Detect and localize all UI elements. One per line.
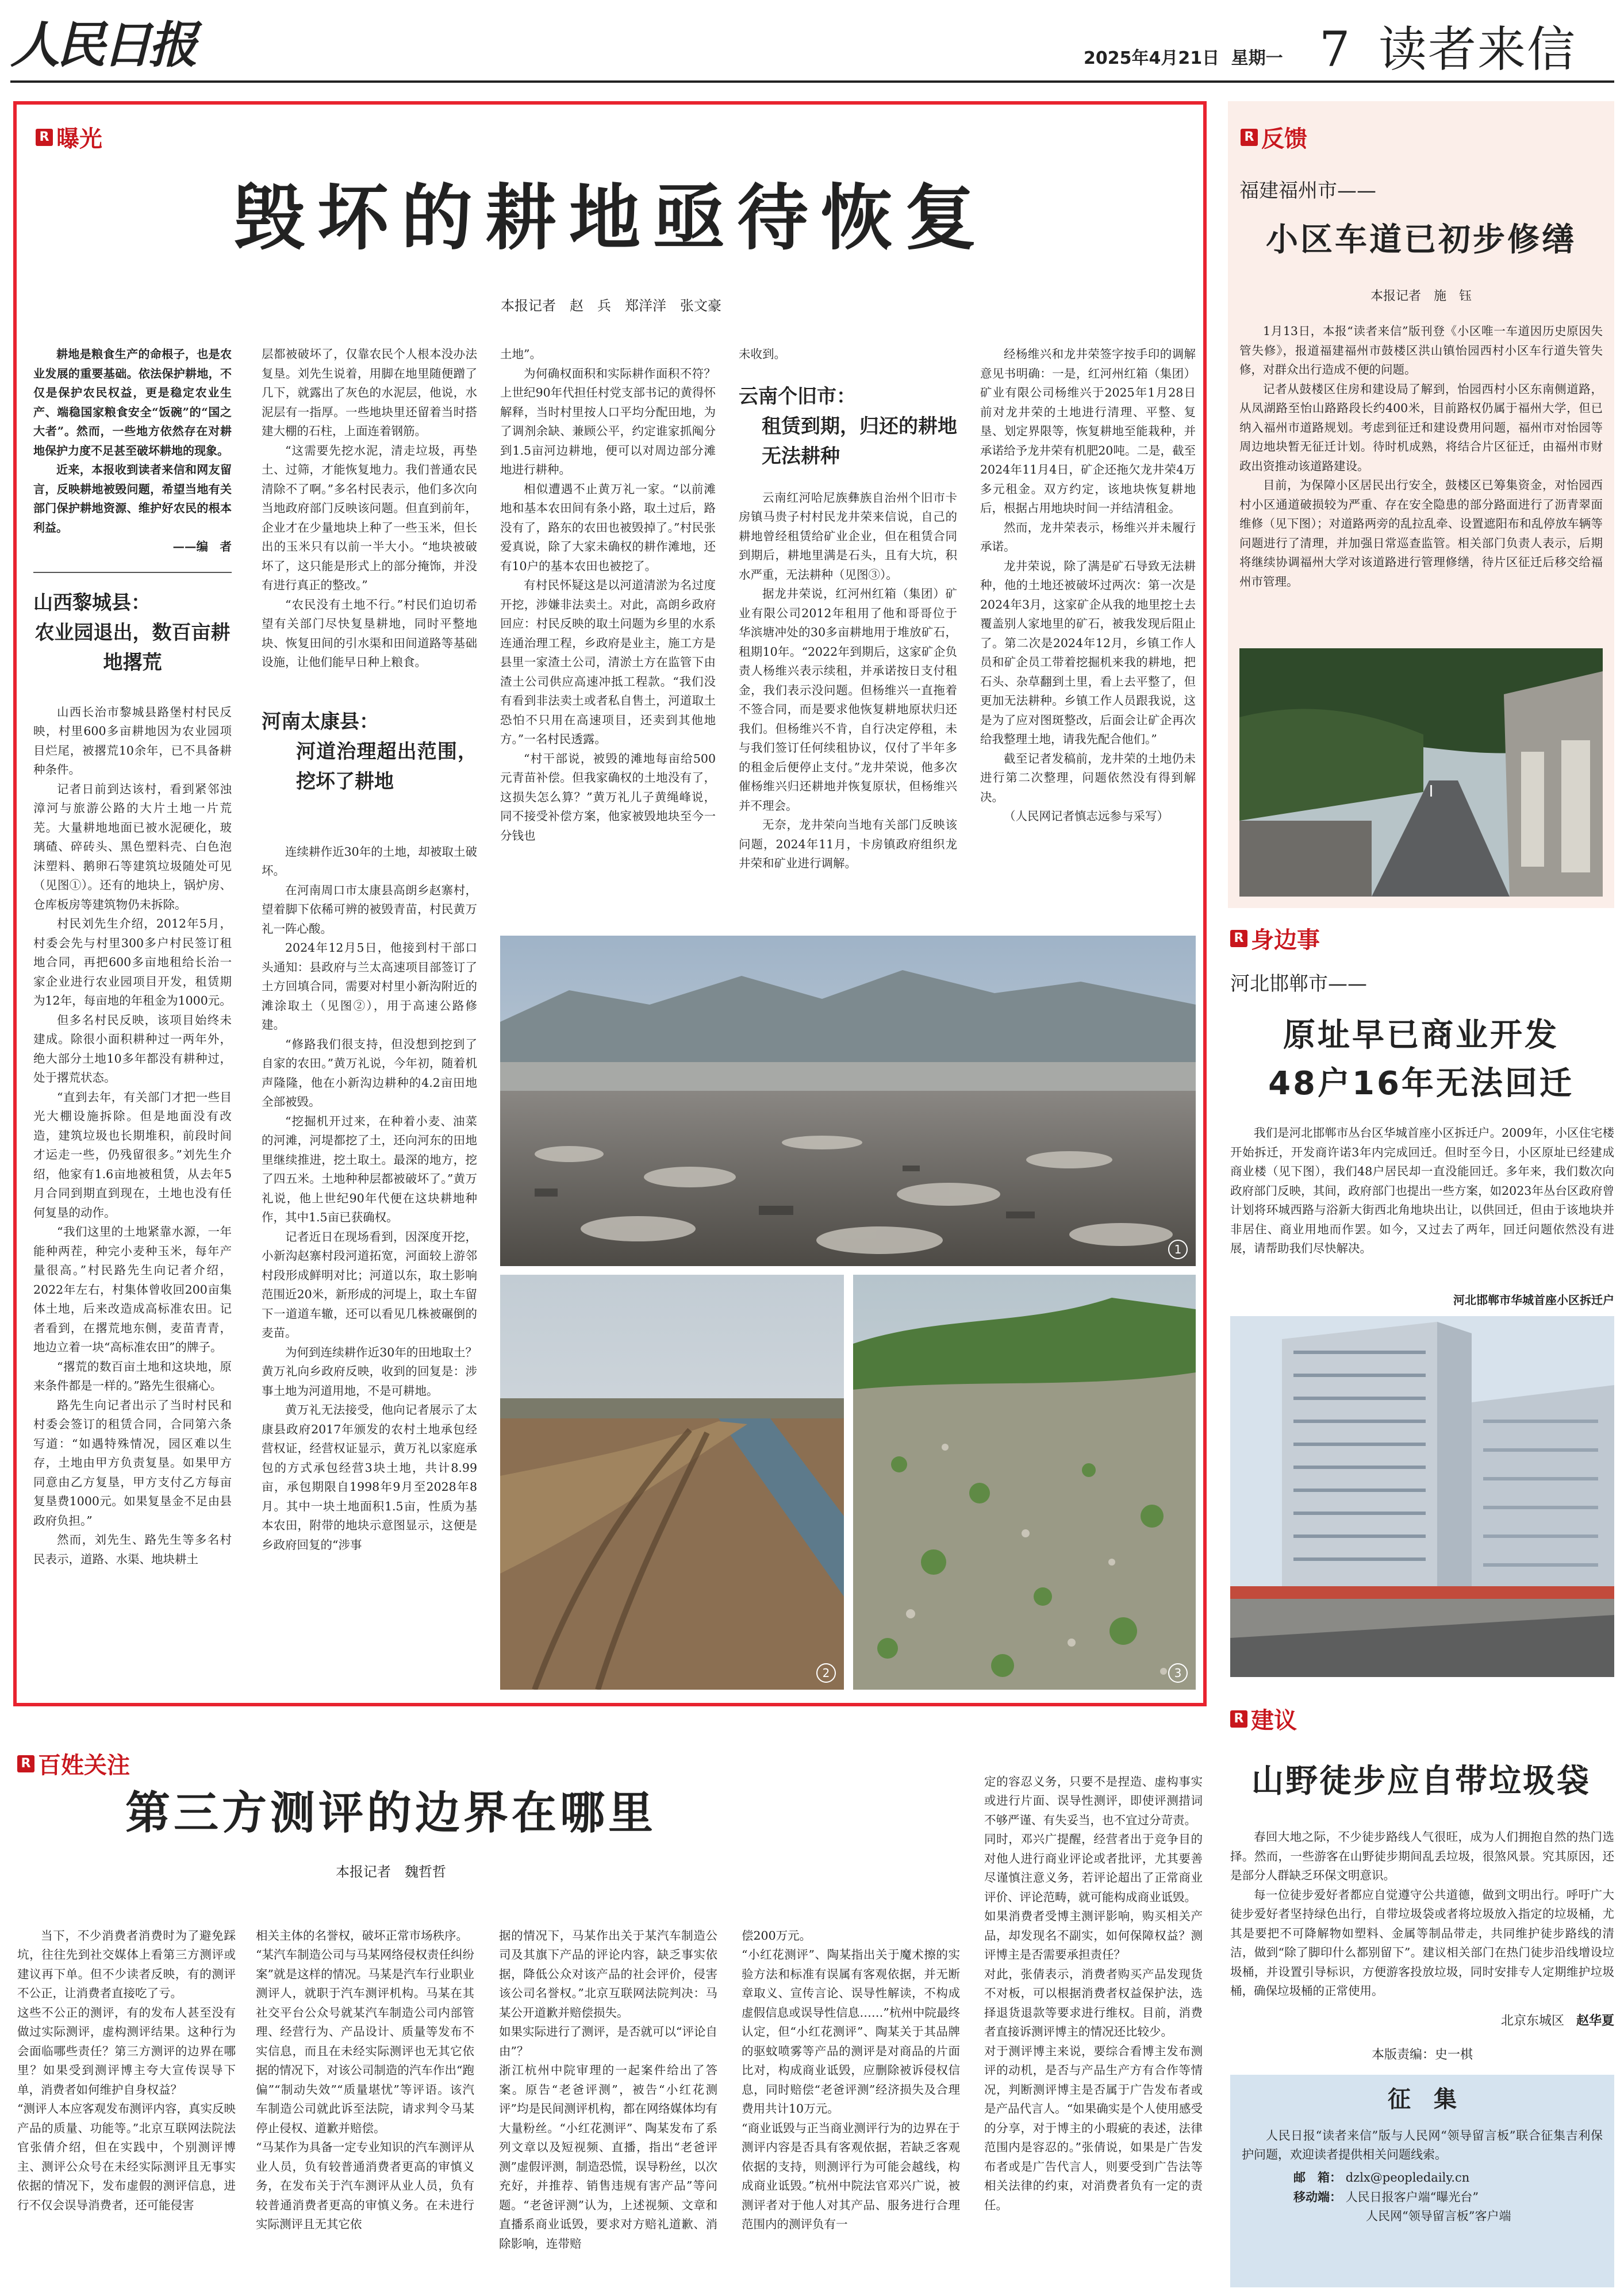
- photo-1-debris-land: [500, 936, 1196, 1266]
- notice-mobile-label: 移动端：: [1293, 2190, 1342, 2204]
- main-headline: 毁坏的耕地亟待恢复: [233, 177, 989, 260]
- col2-para: 层都被破坏了，仅靠农民个人根本没办法复垦。刘先生说着，用脚在地里随便蹭了几下，就露出了灰色的水泥层，他说，水泥层有一指厚。一些地块里还留着当时搭建大棚的石柱，上面连着钢筋。: [262, 347, 477, 438]
- col2-para: 为何到连续耕作近30年的田地取土？黄万礼向乡政府反映，收到的回复是：涉事土地为河道用地，不是可耕地。: [262, 1345, 477, 1398]
- photo-3-graphic: [853, 1275, 1196, 1690]
- intro-rule: [33, 572, 232, 573]
- col1-para: 路先生向记者出示了当时村民和村委会签订的租赁合同，合同第六条写道：“如遇特殊情况，园区难以生存，土地由甲方负责复垦。如果甲方同意由乙方复垦，甲方支付乙方每亩复垦费1000元。如果复垦金不足由县政府负担。”: [33, 1398, 232, 1528]
- bottom-col-3-text: 据的情况下，马某作出关于某汽车制造公司及其旗下产品的评论内容，缺乏事实依据，降低公众对该产品的社会评价，侵害该公司名誉权。”北京互联网法院判决：马某公开道歉并赔偿损失。 如果实际进行了测评，是否就可以“评论自由”？ 浙江杭州中院审理的一起案件给出了答案。原告“老爸评测”，被告“小红花测评”均是民间测评机构，都在网络媒体均有大量粉丝。“小红花测评”、陶某发布了系列文章以及短视频、直播，指出“老爸评测”虚假评测，制造恐慌，误导粉丝，以次充好，并推荐、销售违规有害产品”等问题。“老爸评测”认为，上述视频、文章和直播系商业诋毁，要求对方赔礼道歉、消除影响，连带赔: [499, 1928, 717, 2251]
- side-story-title-line-2: 48户16年无法回迁: [1268, 1065, 1574, 1102]
- notice-mobile-2: 人民网“领导留言板”客户端: [1366, 2209, 1511, 2223]
- building-photo-graphic: [1230, 1316, 1614, 1677]
- date: 2025年4月21日: [1084, 48, 1220, 68]
- col4-para: 据龙井荣说，红河州红箱（集团）矿业有限公司2012年租用了他和哥哥位于华滨塘冲处的30多亩耕地用于堆放矿石，租期10年。“2022年到期后，这家矿企负责人杨维兴表示续租，并承诺按日支付租金，我们表示没问题。但杨维兴一直拖着不签合同，而是要求他恢复耕地原状归还我们。但杨维兴不肯，自行决定停租，未与我们签订任何续租协议，仅付了半年多的租金后便停止支付。”龙井荣说，他多次催杨维兴归还耕地并恢复原状，但杨维兴并不理会。: [739, 587, 957, 813]
- bottom-col-1: [17, 1907, 236, 2292]
- main-col-4: [739, 345, 957, 931]
- subhead-3-place: 云南个旧市：: [739, 384, 856, 408]
- col5-para: 经杨维兴和龙井荣签字按手印的调解意见书明确：一是，红河州红箱（集团）矿业有限公司杨维兴于2025年1月28日前对龙井荣的土地进行清理、平整、复垦、划定界限等，恢复耕地至能栽种，并承诺给予龙井荣有机肥20吨。二是，截至2024年11月4日，矿企还拖欠龙井荣4万多元租金。双方约定，该地块恢复耕地后，根据占用地块时间一并结清租金。: [980, 347, 1196, 515]
- col1-para: 村民刘先生介绍，2012年5月，村委会先与村里300多户村民签订租地合同，再把600多亩地租给长治一家企业进行农业园项目开发，租赁期为12年，每亩地的年租金为1000元。: [33, 917, 232, 1007]
- section-name: 读者来信: [1379, 21, 1577, 78]
- tag-r-icon: R: [1230, 930, 1247, 947]
- side-story-photo-building: [1230, 1316, 1614, 1677]
- col1-para: 记者日前到达该村，看到紧邻浊漳河与旅游公路的大片土地一片荒芜。大量耕地地面已被水泥硬化，玻璃碴、碎砖头、黑色塑料壳、白色泡沫塑料、鹅卵石等建筑垃圾随处可见（见图①）。还有的地块上，锅炉房、仓库板房等建筑物仍未拆除。: [33, 782, 232, 912]
- main-col-2: [262, 345, 477, 1690]
- main-col-1: [33, 345, 232, 1690]
- col5-para: 然而，龙井荣表示，杨维兴并未履行承诺。: [980, 520, 1196, 553]
- page-number: 7: [1319, 21, 1350, 78]
- bottom-section-tag: [17, 1747, 130, 1780]
- col3-para: 相似遭遇不止黄万礼一家。“以前滩地和基本农田间有条小路，取土过后，路没有了，路东的农田也被毁掉了。”村民张爱真说，除了大家未确权的耕作滩地，还有10户的基本农田也被挖了。: [500, 482, 716, 573]
- bottom-col-2: [256, 1907, 474, 2292]
- photo-3-hillside: [853, 1275, 1196, 1690]
- notice-body: [1242, 2126, 1603, 2226]
- weekday: 星期一: [1231, 48, 1283, 68]
- subhead-3-title: 租赁到期，归还的耕地无法耕种: [762, 414, 957, 468]
- side-story-sign: 河北邯郸市华城首座小区拆迁户: [1453, 1293, 1614, 1307]
- col2-para: 在河南周口市太康县高朗乡赵寨村，望着脚下依稀可辨的被毁青苗，村民黄万礼一阵心酸。: [262, 883, 477, 936]
- col4-para: 云南红河哈尼族彝族自治州个旧市卡房镇马贵子村村民龙井荣来信说，自己的耕地曾经租赁给矿业企业，但在租赁合同到期后，耕地里满是石头，且有大坑，积水严重，无法耕种（见图③）。: [739, 490, 957, 582]
- main-col-3: [500, 345, 716, 931]
- feedback-para: 记者从鼓楼区住房和建设局了解到，怡园西村小区东南侧道路，从凤湖路至怡山路路段长约400米，目前路权仍属于福州大学，但已纳入福州市道路规划。考虑到征迁和建设费用问题，福州市对怡园等周边地块暂无征迁计划。待时机成熟，将结合片区征迁，由福州市财政出资推动该道路建设。: [1239, 382, 1603, 473]
- col3-para: 土地”。: [500, 347, 542, 361]
- suggestion-para: 每一位徒步爱好者都应自觉遵守公共道德，做到文明出行。呼吁广大徒步爱好者坚持绿色出行，自带垃圾袋或者将垃圾放入指定的垃圾桶，尤其是要把不可降解物如塑料、金属等制品带走，共同维护徒步路线的清洁，做到“除了脚印什么都别留下”。建议相关部门在热门徒步沿线增设垃圾桶，并设置引导标识，方便游客投放垃圾，同时安排专人定期维护垃圾桶，确保垃圾桶的正常使用。: [1230, 1887, 1614, 1998]
- masthead: [0, 0, 1624, 92]
- photo-1-number: 1: [1168, 1240, 1188, 1259]
- photo-2-graphic: [500, 1275, 844, 1690]
- side-story-title-line-1: 原址早已商业开发: [1283, 1017, 1559, 1054]
- notice-mail[interactable]: dzlx@peopledaily.cn: [1345, 2171, 1470, 2185]
- col1-para: “直到去年，有关部门才把一些目光大棚设施拆除。但是地面没有改造，建筑垃圾也长期堆积，前段时间才运走一些，仍残留很多。”刘先生介绍，他家有1.6亩地被租赁，从去年5月合同到期直到现在，土地也没有任何复垦的动作。: [33, 1090, 232, 1220]
- notice-mobile-row: [1242, 2187, 1603, 2207]
- feedback-para: 目前，为保障小区居民出行安全，鼓楼区已筹集资金，对怡园西村小区通道破损较为严重、存在安全隐患的部分路面进行了沥青翠面维修（见下图）；对道路两旁的乱拉乱牵、设置遮阳布和乱停放车辆等问题进行了清理，并加强日常巡查监管。相关部门负责人表示，后期将继续协调福州大学对该道路进行管理修缮，待片区征迁后移交给福州市管理。: [1239, 478, 1603, 589]
- tag-r-icon: R: [36, 129, 53, 146]
- main-byline: 本报记者 赵 兵 郑洋洋 张文豪: [501, 298, 721, 314]
- subhead-2-place: 河南太康县：: [262, 710, 379, 733]
- suggestion-para: 春回大地之际，不少徒步路线人气很旺，成为人们拥抱自然的热门选择。然而，一些游客在山野徒步期间乱丢垃圾，很煞风景。究其原因，还是部分人群缺乏环保文明意识。: [1230, 1830, 1614, 1882]
- col2-para: 黄万礼无法接受，他向记者展示了太康县政府2017年颁发的农村土地承包经营权证，经营权证显示，黄万礼以家庭承包的方式承包经营3块土地，共计8.99亩，承包期限自1998年9月至2028年8月。其中一块土地面积1.5亩，性质为基本农田，附带的地块示意图显示，这便是乡政府回复的“涉事: [262, 1403, 477, 1552]
- feedback-tag-label: 反馈: [1261, 126, 1307, 152]
- side-story-place: 河北邯郸市——: [1230, 972, 1367, 995]
- side-story-tag: [1230, 922, 1320, 955]
- photo-1-graphic: [500, 936, 1196, 1266]
- feedback-para: 1月13日，本报“读者来信”版刊登《小区唯一车道因历史原因失管失修》，报道福建福州市鼓楼区洪山镇怡园西村小区车行道失管失修，对群众出行造成不便的问题。: [1239, 324, 1603, 376]
- subhead-1: [33, 588, 232, 678]
- notice-text: 人民日报“读者来信”版与人民网“领导留言板”联合征集吉利保护问题，欢迎读者提供相关问题线索。: [1242, 2129, 1603, 2162]
- subhead-2: [262, 707, 477, 797]
- tag-r-icon: R: [1230, 1710, 1247, 1728]
- masthead-rule: [10, 80, 1614, 83]
- side-story-title: [1228, 1012, 1614, 1108]
- col5-para: 龙井荣说，除了满是矿石导致无法耕种，他的土地还被破坏过两次：第一次是2024年3月，这家矿企从我的地里挖土去覆盖别人家地里的矿石，被我发现后阻止了。第二次是2024年12月，乡镇工作人员和矿企员工带着挖掘机来我的耕地，把石头、杂草翻到土里，看上去平整了，但更加无法耕种。乡镇工作人员跟我说，这是为了应对图斑整改，后面会让矿企再次给我整理土地，请我先配合他们。”: [980, 559, 1196, 746]
- main-col-5: [980, 345, 1196, 931]
- bottom-col-4: [742, 1907, 960, 2292]
- col2-para: “这需要先挖水泥，清走垃圾，再垫土、过筛，才能恢复地力。我们普通农民清除不了啊。”多名村民表示，他们多次向当地政府部门反映该问题。但直到前年，企业才在少量地块上种了一些玉米，但长出的玉米只有以前一半大小。“地块被破坏了，这只能是形式上的部分掩饰，并没有进行真正的整改。”: [262, 443, 477, 592]
- suggestion-body: [1230, 1828, 1614, 2000]
- col3-para: 为何确权面积和实际耕作面积不符？上世纪90年代担任村党支部书记的黄得怀解释，当时村里按人口平均分配田地，为了调剂余缺、兼顾公平，约定谁家抓阄分到1.5亩河边耕地，便可以对周边部分滩地进行耕种。: [500, 366, 716, 476]
- photo-3-number: 3: [1168, 1663, 1188, 1683]
- col4-para: 无奈，龙井荣向当地有关部门反映该问题，2024年11月，卡房镇政府组织龙井荣和矿业进行调解。: [739, 818, 957, 870]
- bottom-col-1-text: 当下，不少消费者消费时为了避免踩坑，往往先到社交媒体上看第三方测评或建议再下单。但不少读者反映，有的测评不公正，让消费者直接吃了亏。 这些不公正的测评，有的发布人甚至没有做过实际测评，虚构测评结果。这种行为会面临哪些责任？第三方测评的边界在哪里？如果受到测评博主夸大宣传误导下单，消费者如何维护自身权益？ “测评人本应客观发布测评内容，真实反映产品的质量、功能等。”北京互联网法院法官张倩介绍，但在实践中，个别测评博主、测评公众号在未经实际测评且无事实依据的情况下，发布虚假的测评信息，进行不仅会误导消费者，还可能侵害: [17, 1928, 236, 2212]
- col1-para: “撂荒的数百亩土地和这块地，原来条件都是一样的。”路先生很痛心。: [33, 1359, 232, 1393]
- col5-sign: （人民网记者慎志远参与采写）: [1004, 809, 1169, 823]
- subhead-3: [739, 382, 957, 471]
- col4-para: 未收到。: [739, 347, 786, 361]
- feedback-tag: [1241, 121, 1307, 153]
- editor-sign: ——编 者: [172, 540, 232, 553]
- bottom-col-5-text: 定的容忍义务，只要不是捏造、虚构事实或进行片面、误导性测评，即使评测措词不够严谨、有失妥当，也不宜过分苛责。 同时，邓兴广提醒，经营者出于竞争目的对他人进行商业评论或者批评，尤其要善尽谨慎注意义务，若评论超出了正常商业评价、评论范畴，就可能构成商业诋毁。 如果消费者受博主测评影响，购买相关产品，却发现名不副实，如何保障权益？测评博主是否需要承担责任？ 对此，张倩表示，消费者购买产品发现货不对板，可以根据消费者权益保护法，选择退货退款等要求进行维权。目前，消费者直接诉测评博主的情况还比较少。 对于测评博主来说，要综合看博主发布测评的动机，是否与产品生产方有合作等情况，判断测评博主是否属于广告发布者或是产品代言人。“如果确实是个人使用感受的分享，对于博主的小瑕疵的表述，法律范围内是容忍的。”张倩说，如果是广告发布者或是广告代言人，则要受到广告法等相关法律的约束，对消费者负有一定的责任。: [984, 1774, 1203, 2212]
- feedback-body: [1239, 322, 1603, 632]
- suggestion-title: 山野徒步应自带垃圾袋: [1251, 1763, 1591, 1800]
- col2-para: 记者近日在现场看到，因深度开挖，小新沟赵寨村段河道拓宽，河面较上游邻村段形成鲜明对比；河道以东，取土影响范围近20米，新形成的河堤上，取土车留下一道道车辙，还可以看见几株被碾倒的麦苗。: [262, 1229, 477, 1340]
- subhead-2-title: 河道治理超出范围，挖坏了耕地: [296, 740, 477, 793]
- feedback-place: 福建福州市——: [1239, 179, 1376, 202]
- bottom-col-4-text: 偿200万元。 “小红花测评”、陶某指出关于魔术擦的实验方法和标准有误属有客观依据，并无断章取义、宣传言论、误导性解读，不构成虚假信息或误导性信息……”杭州中院最终认定，但“小红花测评”、陶某关于其品牌的驱蚊喷雾等产品的测评是对商品的片面比对，构成商业诋毁，应删除被诉侵权信息，同时赔偿“老爸评测”经济损失及合理费用共计10万元。 “商业诋毁与正当商业测评行为的边界在于测评内容是否具有客观依据，若缺乏客观依据的支持，则测评行为可能会越线，构成商业诋毁。”杭州中院法官邓兴广说，被测评者对于他人对其产品、服务进行合理范围内的测评负有一: [742, 1928, 960, 2231]
- suggestion-tag: [1230, 1702, 1297, 1735]
- bottom-byline: 本报记者 魏哲哲: [336, 1864, 446, 1880]
- notice-mail-label: 邮 箱：: [1293, 2170, 1342, 2185]
- photo-2-riverbank: [500, 1275, 844, 1690]
- feedback-photo-road: [1239, 648, 1603, 897]
- notice-mobile: 人民日报客户端“曝光台”: [1345, 2190, 1479, 2204]
- col2-para: “修路我们很支持，但没想到挖到了自家的农田。”黄万礼说，今年初，随着机声隆隆，他在小新沟边耕种的4.2亩田地全部被毁。: [262, 1037, 477, 1109]
- suggestion-tag-label: 建议: [1251, 1707, 1297, 1734]
- feedback-title: 小区车道已初步修缮: [1266, 221, 1576, 259]
- col2-para: “挖掘机开过来，在种着小麦、油菜的河滩，河堤都挖了土，还向河东的田地里继续推进，挖土取土。最深的地方，挖了四五米。土地种种层都被破坏了。”黄万礼说，他上世纪90年代便在这块耕地种作，其中1.5亩已获确权。: [262, 1114, 477, 1224]
- tag-r-icon: R: [1241, 129, 1258, 146]
- bottom-headline: 第三方测评的边界在哪里: [125, 1787, 656, 1839]
- col2-para: 2024年12月5日，他接到村干部口头通知：县政府与兰太高速项目部签订了土方回填合同，需要对村里小新沟附近的滩涂取土（见图②），用于高速公路修建。: [262, 941, 477, 1032]
- feedback-byline: 本报记者 施 钰: [1370, 289, 1472, 303]
- side-story-body: [1230, 1124, 1614, 1290]
- paper-name-logo: 人民日报: [10, 16, 194, 74]
- main-section-tag: [36, 121, 102, 153]
- suggestion-sign-name: 赵华夏: [1576, 2013, 1614, 2028]
- col3-para: “村干部说，被毁的滩地每亩给500元青苗补偿。但我家确权的土地没有了，这损失怎么算？”黄万礼儿子黄绳峰说，同不接受补偿方案，他家被毁地块至今一分钱也: [500, 751, 716, 843]
- side-story-tag-label: 身边事: [1251, 927, 1320, 953]
- bottom-tag-label: 百姓关注: [38, 1752, 130, 1779]
- notice-mail-row: [1242, 2168, 1603, 2187]
- col2-para: “农民没有土地不行。”村民们迫切希望有关部门尽快复垦耕地，同时平整地块、恢复田间的引水渠和田间道路等基础设施，让他们能早日种上粮食。: [262, 597, 477, 669]
- issue-date: [1084, 47, 1283, 70]
- col1-para: 但多名村民反映，该项目始终未建成。除很小面积耕种过一两年外，绝大部分土地10多年都没有耕种过，处于撂荒状态。: [33, 1013, 232, 1084]
- page-editor: 本版责编：史一棋: [1371, 2048, 1473, 2062]
- col1-para: “我们这里的土地紧靠水源，一年能种两茬，种完小麦种玉米，每年产量很高。”村民路先生向记者介绍，2022年左右，村集体曾收回200亩集体土地，后来改造成高标准农田。记者看到，在撂荒地东侧，麦苗青青，地边立着一块“高标准农田”的牌子。: [33, 1225, 232, 1354]
- suggestion-sign: [1230, 2012, 1614, 2030]
- col1-para: 山西长治市黎城县路堡村村民反映，村里600多亩耕地因为农业园项目烂尾，被撂荒10余年，已不具备耕种条件。: [33, 705, 232, 776]
- col2-para: 连续耕作近30年的土地，却被取土破坏。: [262, 844, 477, 878]
- side-story-para: 我们是河北邯郸市丛台区华城首座小区拆迁户。2009年，小区住宅楼开始拆迁，开发商许诺3年内完成回迁。但时至今日，小区原址已经建成商业楼（见下图），我们48户居民却一直没能回迁。多年来，我们数次向政府部门反映，其间，政府部门也提出一些方案，如2023年丛台区政府曾计划将环城西路与浴新大街西北角地块出让，以供回迁，但由于该地块并非居住、商业用地而作罢。如今，又过去了两年，回迁问题依然没有进展，请帮助我们尽快解决。: [1230, 1126, 1614, 1255]
- suggestion-sign-place: 北京东城区: [1500, 2014, 1564, 2028]
- col5-para: 截至记者发稿前，龙井荣的土地仍未进行第二次整理，问题依然没有得到解决。: [980, 751, 1196, 804]
- bottom-col-3: [499, 1907, 717, 2292]
- subhead-1-title: 农业园退出，数百亩耕地撂荒: [34, 621, 231, 674]
- feedback-photo-graphic: [1239, 648, 1603, 897]
- tag-r-icon: R: [17, 1755, 34, 1772]
- main-tag-label: 曝光: [56, 126, 102, 152]
- bottom-col-2-text: 相关主体的名誉权，破坏正常市场秩序。 “某汽车制造公司与马某网络侵权责任纠纷案”就是这样的情况。马某是汽车行业职业测评人，就职于汽车测评机构。马某在其社交平台公众号就某汽车制造公司内部管理、经营行为、产品设计、质量等发布不实信息，而且在未经实际测评也无其它依据的情况下，对该公司制造的汽车作出“跑偏”“制动失效”“质量堪忧”等评语。该汽车制造公司就此诉至法院，请求判令马某停止侵权、道歉并赔偿。 “马某作为具备一定专业知识的汽车测评从业人员，负有较普通消费者更高的审慎义务，在发布关于汽车测评从业人员，负有较普通消费者更高的审慎义务。在未进行实际测评且无其它依: [256, 1928, 474, 2231]
- bottom-col-5: [984, 1753, 1203, 2292]
- photo-2-number: 2: [816, 1663, 836, 1683]
- subhead-1-place: 山西黎城县：: [33, 591, 151, 614]
- editor-intro: 耕地是粮食生产的命根子，也是农业发展的重要基础。依法保护耕地，不仅是保护农民权益，更是稳定农业生产、端稳国家粮食安全“饭碗”的“国之大者”。然而，一些地方依然存在对耕地保护力度不足甚至破坏耕地的现象。: [33, 347, 232, 457]
- editor-intro-2: 近来，本报收到读者来信和网友留言，反映耕地被毁问题，希望当地有关部门保护耕地资源、维护好农民的根本利益。: [33, 463, 232, 534]
- col3-para: 有村民怀疑这是以河道清淤为名过度开挖，涉嫌非法卖土。对此，高朗乡政府回应：村民反映的取土问题为乡里的水系连通治理工程，乡政府是业主，施工方是县里一家渣土公司，清淤土方在监管下由渣土公司供应高速冲抵工程款。“我们没有看到非法卖土或者私自售土，河道取土恐怕不只用在高速项目，还卖到其他地方。”一名村民透露。: [500, 578, 716, 746]
- col1-para: 然而，刘先生、路先生等多名村民表示，道路、水渠、地块耕土: [33, 1533, 232, 1566]
- notice-title: 征 集: [1388, 2086, 1457, 2113]
